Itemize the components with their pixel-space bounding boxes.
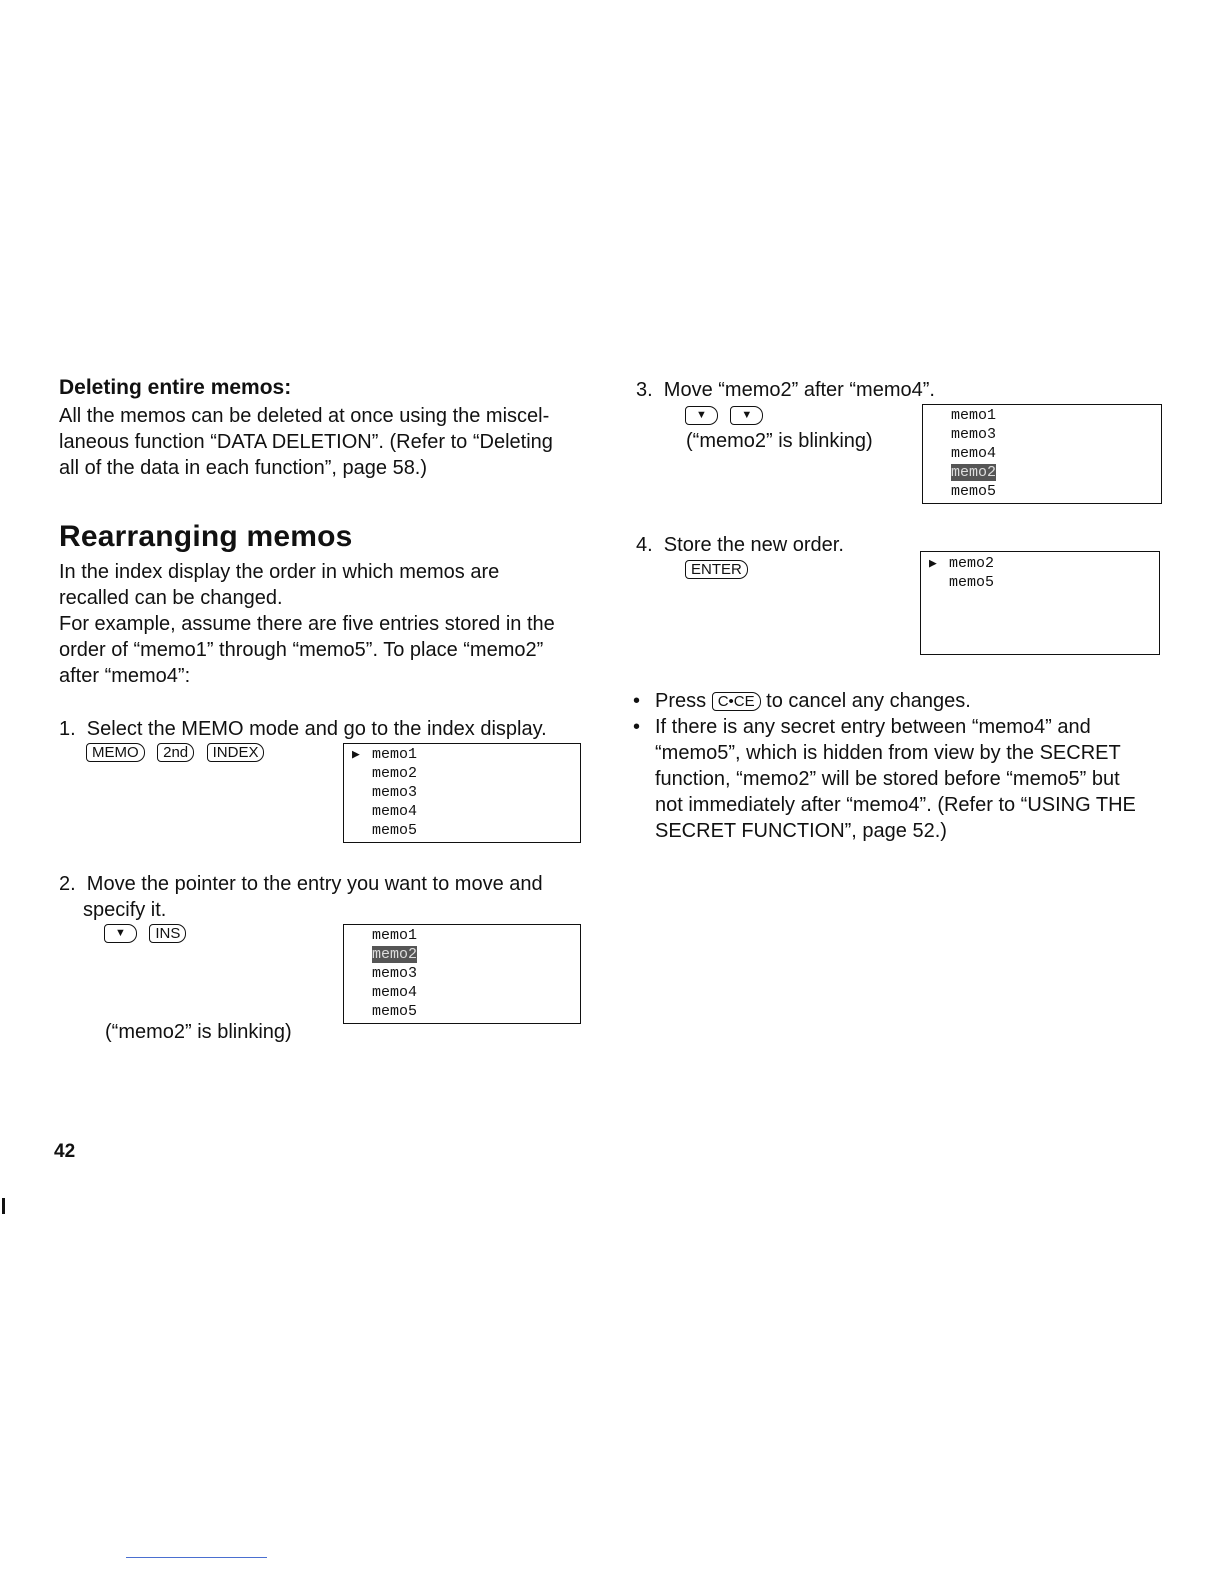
- margin-mark: [2, 1198, 5, 1214]
- step2-keys: [104, 924, 194, 943]
- text-line: after “memo4”:: [59, 665, 191, 687]
- text-line: For example, assume there are five entries stored in the: [59, 613, 555, 635]
- lcd-line: [344, 745, 580, 764]
- lcd-line: [344, 783, 580, 802]
- step1-text: 1. Select the MEMO mode and go to the index display.: [59, 718, 547, 740]
- step3-keys: [685, 406, 771, 425]
- step2-lcd-display: [343, 924, 581, 1024]
- 2nd-key: 2nd: [157, 743, 194, 762]
- text-line: In the index display the order in which memos are: [59, 561, 500, 583]
- text-line: If there is any secret entry between “memo4” and: [655, 716, 1091, 738]
- list-item: [633, 714, 1193, 844]
- bullet-text-pre: Press: [655, 690, 712, 712]
- lcd-line: [344, 764, 580, 783]
- deleting-paragraph: [59, 403, 599, 481]
- lcd-line: [921, 554, 1159, 573]
- lcd-line: [344, 983, 580, 1002]
- text-line: SECRET FUNCTION”, page 52.): [655, 820, 947, 842]
- index-key: INDEX: [207, 743, 265, 762]
- text-line: order of “memo1” through “memo5”. To place “memo2”: [59, 639, 544, 661]
- intro-paragraph: [59, 559, 599, 689]
- lcd-entry: memo1: [951, 407, 997, 424]
- page-number: 42: [54, 1141, 76, 1162]
- down-arrow-key: ▼: [685, 406, 718, 425]
- lcd-entry: memo5: [951, 483, 997, 500]
- lcd-entry: memo3: [951, 426, 997, 443]
- lcd-entry: memo1: [372, 927, 418, 944]
- lcd-line-highlighted: [344, 945, 580, 964]
- lcd-entry: memo2: [372, 765, 418, 782]
- step3-text: 3. Move “memo2” after “memo4”.: [636, 379, 935, 401]
- step2-text: [59, 871, 543, 923]
- text-line: All the memos can be deleted at once using the miscel-: [59, 405, 550, 427]
- step4-lcd-display: [920, 551, 1160, 655]
- lcd-line-highlighted: [923, 463, 1161, 482]
- lcd-line: [923, 406, 1161, 425]
- lcd-entry: memo4: [951, 445, 997, 462]
- rearranging-heading: Rearranging memos: [59, 520, 353, 553]
- text-line: laneous function “DATA DELETION”. (Refer to “Deleting: [59, 431, 553, 453]
- pointer-icon: ▶: [352, 747, 360, 762]
- text-line: 2. Move the pointer to the entry you want to move and: [59, 873, 543, 895]
- text-line: function, “memo2” will be stored before “memo5” but: [655, 768, 1120, 790]
- step2-note: (“memo2” is blinking): [105, 1021, 292, 1043]
- pointer-icon: ▶: [929, 556, 937, 571]
- step1-lcd-display: [343, 743, 581, 843]
- text-line: all of the data in each function”, page 58.): [59, 457, 428, 479]
- text-line: specify it.: [83, 899, 167, 921]
- step4-keys: [685, 560, 756, 579]
- lcd-entry-blinking: memo2: [372, 946, 418, 963]
- lcd-line: [344, 964, 580, 983]
- lcd-line: [344, 926, 580, 945]
- enter-key: ENTER: [685, 560, 748, 579]
- bullet-icon: •: [633, 716, 641, 738]
- lcd-entry: memo1: [372, 746, 418, 763]
- memo-key: MEMO: [86, 743, 145, 762]
- lcd-entry: memo4: [372, 984, 418, 1001]
- footer-line: [126, 1557, 267, 1558]
- lcd-line: [344, 802, 580, 821]
- lcd-entry: memo5: [372, 1003, 418, 1020]
- lcd-entry: memo3: [372, 784, 418, 801]
- step3-note: (“memo2” is blinking): [686, 430, 873, 452]
- text-line: not immediately after “memo4”. (Refer to “USING THE: [655, 794, 1136, 816]
- step1-keys: [86, 743, 272, 762]
- lcd-line: [344, 1002, 580, 1021]
- cce-key: C•CE: [712, 692, 761, 711]
- bullet-icon: •: [633, 690, 641, 712]
- lcd-entry: memo2: [949, 555, 995, 572]
- lcd-line: [923, 425, 1161, 444]
- lcd-entry-blinking: memo2: [951, 464, 997, 481]
- lcd-entry: memo4: [372, 803, 418, 820]
- lcd-line: [923, 444, 1161, 463]
- lcd-line: [344, 821, 580, 840]
- step4-text: 4. Store the new order.: [636, 534, 844, 556]
- lcd-line: [923, 482, 1161, 501]
- notes-list: [633, 688, 1193, 844]
- down-arrow-key: ▼: [730, 406, 763, 425]
- deleting-heading: Deleting entire memos:: [59, 376, 292, 399]
- bullet-text-post: to cancel any changes.: [760, 690, 971, 712]
- ins-key: INS: [149, 924, 186, 943]
- lcd-entry: memo3: [372, 965, 418, 982]
- lcd-entry: memo5: [949, 574, 995, 591]
- lcd-line: [921, 573, 1159, 592]
- text-line: “memo5”, which is hidden from view by the SECRET: [655, 742, 1121, 764]
- down-arrow-key: ▼: [104, 924, 137, 943]
- list-item: [633, 688, 1193, 714]
- text-line: recalled can be changed.: [59, 587, 283, 609]
- step3-lcd-display: [922, 404, 1162, 504]
- lcd-entry: memo5: [372, 822, 418, 839]
